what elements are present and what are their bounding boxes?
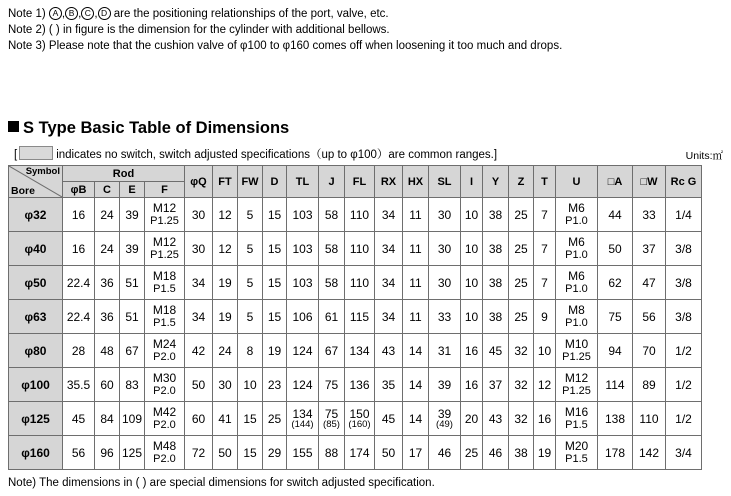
cell-□W: 70 bbox=[633, 334, 666, 368]
cell-RX: 43 bbox=[375, 334, 403, 368]
cell-line-2: P1.25 bbox=[562, 384, 591, 397]
symbol-label: Symbol bbox=[25, 166, 60, 177]
cell-E: 67 bbox=[120, 334, 145, 368]
gray-swatch-icon bbox=[19, 146, 53, 160]
cell-Z: 32 bbox=[509, 334, 534, 368]
dimensions-table bbox=[8, 165, 702, 470]
cell-line-1: M10 bbox=[564, 336, 589, 351]
cell-J: 58 bbox=[319, 198, 345, 232]
cell-I: 20 bbox=[461, 402, 483, 436]
cell-HX: 14 bbox=[403, 368, 429, 402]
cell-line-1: M6 bbox=[568, 234, 585, 249]
cell-Rc G: 3/8 bbox=[666, 266, 702, 300]
cell-T: 16 bbox=[534, 402, 556, 436]
cell-U bbox=[556, 334, 598, 368]
cell-line-2: P2.0 bbox=[153, 350, 176, 363]
corner-header bbox=[9, 166, 63, 198]
cell-φB: 16 bbox=[63, 232, 95, 266]
cell-FL bbox=[345, 402, 375, 436]
cell-HX: 14 bbox=[403, 402, 429, 436]
cell-RX: 50 bbox=[375, 436, 403, 470]
cell-FT: 19 bbox=[213, 300, 238, 334]
cell-TL: 103 bbox=[287, 198, 319, 232]
cell-Y: 38 bbox=[483, 232, 509, 266]
cell-FW: 15 bbox=[238, 402, 263, 436]
cell-□A: 94 bbox=[598, 334, 633, 368]
cell-line-2: P1.0 bbox=[565, 316, 588, 329]
cell-TL bbox=[287, 402, 319, 436]
cell-F bbox=[145, 334, 185, 368]
cell-φB: 35.5 bbox=[63, 368, 95, 402]
table-row bbox=[9, 334, 702, 368]
cell-Z: 25 bbox=[509, 266, 534, 300]
cell-line-1: M8 bbox=[568, 302, 585, 317]
cell-J: 67 bbox=[319, 334, 345, 368]
table-row bbox=[9, 266, 702, 300]
cell-J bbox=[319, 402, 345, 436]
cell-line-2: P1.5 bbox=[153, 316, 176, 329]
cell-□W: 56 bbox=[633, 300, 666, 334]
row-header-bore: φ160 bbox=[9, 436, 63, 470]
cell-FL: 110 bbox=[345, 232, 375, 266]
section-title bbox=[8, 119, 289, 138]
cell-FL: 110 bbox=[345, 266, 375, 300]
table-row bbox=[9, 436, 702, 470]
cell-TL: 155 bbox=[287, 436, 319, 470]
square-bullet-icon bbox=[8, 121, 19, 132]
cell-U bbox=[556, 198, 598, 232]
cell-Z: 25 bbox=[509, 198, 534, 232]
col-header-phiQ: φQ bbox=[185, 166, 213, 198]
cell-φQ: 34 bbox=[185, 266, 213, 300]
cell-J: 58 bbox=[319, 232, 345, 266]
cell-HX: 11 bbox=[403, 232, 429, 266]
cell-line-1: M12 bbox=[152, 234, 177, 249]
cell-line-1: M20 bbox=[564, 438, 589, 453]
table-header-row-1 bbox=[9, 166, 702, 182]
cell-Y: 46 bbox=[483, 436, 509, 470]
col-header-FT: FT bbox=[213, 166, 238, 198]
cell-□A: 44 bbox=[598, 198, 633, 232]
cell-φB: 22.4 bbox=[63, 300, 95, 334]
cell-line-1: M42 bbox=[152, 404, 177, 419]
note-3: Note 3) Please note that the cushion valve of φ100 to φ160 comes off when loosening it too much and drops. bbox=[8, 40, 563, 52]
cell-line-2: P2.0 bbox=[153, 384, 176, 397]
cell-RX: 34 bbox=[375, 232, 403, 266]
section-title-text: S Type Basic Table of Dimensions bbox=[23, 119, 290, 137]
cell-TL: 106 bbox=[287, 300, 319, 334]
cell-φQ: 30 bbox=[185, 198, 213, 232]
cell-line-1: M6 bbox=[568, 200, 585, 215]
cell-Rc G: 3/4 bbox=[666, 436, 702, 470]
cell-line-1: M12 bbox=[152, 200, 177, 215]
cell-I: 10 bbox=[461, 266, 483, 300]
cell-U bbox=[556, 436, 598, 470]
cell-FW: 8 bbox=[238, 334, 263, 368]
cell-FL: 136 bbox=[345, 368, 375, 402]
table-row bbox=[9, 232, 702, 266]
cell-φQ: 50 bbox=[185, 368, 213, 402]
col-header-FL: FL bbox=[345, 166, 375, 198]
cell-F bbox=[145, 300, 185, 334]
cell-φB: 45 bbox=[63, 402, 95, 436]
cell-line-2: P1.0 bbox=[565, 214, 588, 227]
cell-FL: 115 bbox=[345, 300, 375, 334]
cell-□A: 75 bbox=[598, 300, 633, 334]
cell-FW: 5 bbox=[238, 198, 263, 232]
col-header-RcG: Rc G bbox=[666, 166, 702, 198]
cell-U bbox=[556, 300, 598, 334]
cell-FT: 50 bbox=[213, 436, 238, 470]
cell-T: 7 bbox=[534, 198, 556, 232]
cell-line-1: M24 bbox=[152, 336, 177, 351]
cell-SL: 46 bbox=[429, 436, 461, 470]
cell-line-2: P1.25 bbox=[150, 214, 179, 227]
cell-U bbox=[556, 402, 598, 436]
col-header-U: U bbox=[556, 166, 598, 198]
cell-φB: 56 bbox=[63, 436, 95, 470]
cell-□A: 178 bbox=[598, 436, 633, 470]
cell-D: 15 bbox=[263, 198, 287, 232]
col-header-SL: SL bbox=[429, 166, 461, 198]
cell-Z: 25 bbox=[509, 232, 534, 266]
cell-TL: 124 bbox=[287, 368, 319, 402]
cell-FL: 134 bbox=[345, 334, 375, 368]
cell-Rc G: 3/8 bbox=[666, 232, 702, 266]
cell-FT: 19 bbox=[213, 266, 238, 300]
cell-line-1: M16 bbox=[564, 404, 589, 419]
section-subnote bbox=[14, 146, 497, 162]
col-header-FW: FW bbox=[238, 166, 263, 198]
cell-line-2: P1.0 bbox=[565, 282, 588, 295]
cell-□W: 110 bbox=[633, 402, 666, 436]
cell-value-paren: (85) bbox=[323, 418, 340, 430]
cell-line-2: P2.0 bbox=[153, 418, 176, 431]
units-label: Units:㎡ bbox=[685, 150, 723, 162]
cell-HX: 17 bbox=[403, 436, 429, 470]
cell-F bbox=[145, 198, 185, 232]
cell-line-1: M48 bbox=[152, 438, 177, 453]
cell-FT: 12 bbox=[213, 232, 238, 266]
cell-Rc G: 1/2 bbox=[666, 334, 702, 368]
cell-I: 25 bbox=[461, 436, 483, 470]
cell-J: 75 bbox=[319, 368, 345, 402]
bore-label: Bore bbox=[11, 185, 35, 197]
col-header-F: F bbox=[145, 182, 185, 198]
cell-value-paren: (144) bbox=[291, 418, 314, 430]
col-header-TL: TL bbox=[287, 166, 319, 198]
col-header-Z: Z bbox=[509, 166, 534, 198]
cell-φQ: 60 bbox=[185, 402, 213, 436]
col-header-I: I bbox=[461, 166, 483, 198]
cell-SL: 39 bbox=[429, 368, 461, 402]
cell-T: 7 bbox=[534, 232, 556, 266]
col-header-D: D bbox=[263, 166, 287, 198]
cell-J: 58 bbox=[319, 266, 345, 300]
col-header-Y: Y bbox=[483, 166, 509, 198]
cell-HX: 11 bbox=[403, 300, 429, 334]
cell-D: 29 bbox=[263, 436, 287, 470]
note-1-suffix: are the positioning relationships of the port, valve, etc. bbox=[110, 8, 389, 20]
cell-E: 51 bbox=[120, 266, 145, 300]
cell-I: 16 bbox=[461, 368, 483, 402]
cell-C: 24 bbox=[95, 232, 120, 266]
cell-line-1: M12 bbox=[564, 370, 589, 385]
cell-I: 10 bbox=[461, 198, 483, 232]
cell-RX: 34 bbox=[375, 198, 403, 232]
table-body bbox=[9, 198, 702, 470]
cell-line-2: P1.0 bbox=[565, 248, 588, 261]
cell-SL: 30 bbox=[429, 232, 461, 266]
note-1-prefix: Note 1) bbox=[8, 8, 49, 20]
cell-SL: 33 bbox=[429, 300, 461, 334]
cell-C: 84 bbox=[95, 402, 120, 436]
col-header-HX: HX bbox=[403, 166, 429, 198]
cell-E: 125 bbox=[120, 436, 145, 470]
circle-b-icon: B bbox=[65, 7, 78, 20]
cell-Rc G: 1/4 bbox=[666, 198, 702, 232]
cell-FT: 12 bbox=[213, 198, 238, 232]
cell-T: 7 bbox=[534, 266, 556, 300]
col-header-J: J bbox=[319, 166, 345, 198]
cell-Z: 32 bbox=[509, 402, 534, 436]
cell-RX: 34 bbox=[375, 300, 403, 334]
cell-I: 10 bbox=[461, 232, 483, 266]
cell-U bbox=[556, 232, 598, 266]
table-row bbox=[9, 300, 702, 334]
cell-E: 109 bbox=[120, 402, 145, 436]
cell-FW: 5 bbox=[238, 300, 263, 334]
cell-Z: 38 bbox=[509, 436, 534, 470]
cell-D: 15 bbox=[263, 266, 287, 300]
cell-TL: 124 bbox=[287, 334, 319, 368]
cell-value: 39 bbox=[437, 406, 452, 421]
cell-value-paren: (160) bbox=[348, 418, 371, 430]
cell-FW: 10 bbox=[238, 368, 263, 402]
cell-HX: 14 bbox=[403, 334, 429, 368]
cell-C: 96 bbox=[95, 436, 120, 470]
cell-RX: 35 bbox=[375, 368, 403, 402]
cell-F bbox=[145, 436, 185, 470]
note-2: Note 2) ( ) in figure is the dimension for the cylinder with additional bellows. bbox=[8, 24, 390, 36]
cell-line-2: P1.5 bbox=[153, 282, 176, 295]
circle-c-icon: C bbox=[81, 7, 94, 20]
cell-value: 134 bbox=[292, 406, 313, 421]
row-header-bore: φ100 bbox=[9, 368, 63, 402]
cell-E: 51 bbox=[120, 300, 145, 334]
cell-C: 36 bbox=[95, 266, 120, 300]
cell-SL bbox=[429, 402, 461, 436]
table-row bbox=[9, 368, 702, 402]
cell-□A: 50 bbox=[598, 232, 633, 266]
cell-line-2: P1.5 bbox=[565, 418, 588, 431]
cell-line-1: M30 bbox=[152, 370, 177, 385]
cell-T: 10 bbox=[534, 334, 556, 368]
cell-F bbox=[145, 266, 185, 300]
cell-HX: 11 bbox=[403, 266, 429, 300]
notes-block bbox=[8, 6, 562, 54]
table-row bbox=[9, 198, 702, 232]
cell-F bbox=[145, 402, 185, 436]
cell-D: 15 bbox=[263, 300, 287, 334]
cell-φB: 28 bbox=[63, 334, 95, 368]
cell-□W: 33 bbox=[633, 198, 666, 232]
note-1: Note 1) A , B , C , D are the positioning relationships of the port, valve, etc. bbox=[8, 8, 389, 20]
cell-Rc G: 3/8 bbox=[666, 300, 702, 334]
col-header-T: T bbox=[534, 166, 556, 198]
cell-value: 150 bbox=[349, 406, 370, 421]
cell-FT: 41 bbox=[213, 402, 238, 436]
cell-value-paren: (49) bbox=[436, 418, 453, 430]
cell-Y: 38 bbox=[483, 198, 509, 232]
cell-D: 19 bbox=[263, 334, 287, 368]
cell-HX: 11 bbox=[403, 198, 429, 232]
cell-U bbox=[556, 266, 598, 300]
row-header-bore: φ125 bbox=[9, 402, 63, 436]
cell-□A: 138 bbox=[598, 402, 633, 436]
cell-□W: 37 bbox=[633, 232, 666, 266]
cell-Z: 32 bbox=[509, 368, 534, 402]
circle-a-icon: A bbox=[49, 7, 62, 20]
cell-□W: 142 bbox=[633, 436, 666, 470]
col-header-boxW: □W bbox=[633, 166, 666, 198]
cell-SL: 30 bbox=[429, 266, 461, 300]
cell-C: 48 bbox=[95, 334, 120, 368]
cell-SL: 31 bbox=[429, 334, 461, 368]
cell-value: 75 bbox=[324, 406, 339, 421]
cell-line-2: P1.25 bbox=[150, 248, 179, 261]
cell-C: 60 bbox=[95, 368, 120, 402]
cell-□A: 62 bbox=[598, 266, 633, 300]
cell-FT: 30 bbox=[213, 368, 238, 402]
cell-D: 15 bbox=[263, 232, 287, 266]
table-row bbox=[9, 402, 702, 436]
cell-D: 23 bbox=[263, 368, 287, 402]
cell-φQ: 30 bbox=[185, 232, 213, 266]
cell-φQ: 34 bbox=[185, 300, 213, 334]
group-header-rod: Rod bbox=[63, 166, 185, 182]
cell-F bbox=[145, 232, 185, 266]
cell-FT: 24 bbox=[213, 334, 238, 368]
cell-J: 88 bbox=[319, 436, 345, 470]
col-header-boxA: □A bbox=[598, 166, 633, 198]
cell-TL: 103 bbox=[287, 266, 319, 300]
circle-d-icon: D bbox=[98, 7, 111, 20]
cell-I: 10 bbox=[461, 300, 483, 334]
cell-T: 9 bbox=[534, 300, 556, 334]
cell-FW: 15 bbox=[238, 436, 263, 470]
cell-Rc G: 1/2 bbox=[666, 368, 702, 402]
cell-Y: 38 bbox=[483, 266, 509, 300]
cell-φB: 22.4 bbox=[63, 266, 95, 300]
cell-φQ: 72 bbox=[185, 436, 213, 470]
cell-□W: 89 bbox=[633, 368, 666, 402]
subnote-text: indicates no switch, switch adjusted specifications（up to φ100）are common ranges.] bbox=[56, 149, 498, 161]
cell-Y: 43 bbox=[483, 402, 509, 436]
cell-FW: 5 bbox=[238, 266, 263, 300]
row-header-bore: φ63 bbox=[9, 300, 63, 334]
cell-Y: 45 bbox=[483, 334, 509, 368]
cell-F bbox=[145, 368, 185, 402]
cell-U bbox=[556, 368, 598, 402]
cell-line-1: M18 bbox=[152, 302, 177, 317]
cell-□W: 47 bbox=[633, 266, 666, 300]
cell-line-1: M6 bbox=[568, 268, 585, 283]
row-header-bore: φ40 bbox=[9, 232, 63, 266]
col-header-RX: RX bbox=[375, 166, 403, 198]
cell-line-2: P1.25 bbox=[562, 350, 591, 363]
cell-RX: 34 bbox=[375, 266, 403, 300]
cell-E: 83 bbox=[120, 368, 145, 402]
cell-D: 25 bbox=[263, 402, 287, 436]
cell-E: 39 bbox=[120, 232, 145, 266]
table-footnote: Note) The dimensions in ( ) are special dimensions for switch adjusted specification. bbox=[8, 477, 435, 489]
cell-FL: 110 bbox=[345, 198, 375, 232]
cell-Rc G: 1/2 bbox=[666, 402, 702, 436]
cell-T: 12 bbox=[534, 368, 556, 402]
cell-T: 19 bbox=[534, 436, 556, 470]
cell-SL: 30 bbox=[429, 198, 461, 232]
cell-line-2: P2.0 bbox=[153, 452, 176, 465]
subnote-open-bracket: [ bbox=[14, 149, 18, 161]
cell-□A: 114 bbox=[598, 368, 633, 402]
cell-φQ: 42 bbox=[185, 334, 213, 368]
cell-C: 24 bbox=[95, 198, 120, 232]
cell-C: 36 bbox=[95, 300, 120, 334]
cell-Z: 25 bbox=[509, 300, 534, 334]
cell-Y: 37 bbox=[483, 368, 509, 402]
cell-E: 39 bbox=[120, 198, 145, 232]
col-header-E: E bbox=[120, 182, 145, 198]
cell-TL: 103 bbox=[287, 232, 319, 266]
cell-FL: 174 bbox=[345, 436, 375, 470]
row-header-bore: φ32 bbox=[9, 198, 63, 232]
cell-line-2: P1.5 bbox=[565, 452, 588, 465]
col-header-C: C bbox=[95, 182, 120, 198]
cell-I: 16 bbox=[461, 334, 483, 368]
cell-line-1: M18 bbox=[152, 268, 177, 283]
cell-RX: 45 bbox=[375, 402, 403, 436]
cell-J: 61 bbox=[319, 300, 345, 334]
cell-FW: 5 bbox=[238, 232, 263, 266]
col-header-phiB: φB bbox=[63, 182, 95, 198]
row-header-bore: φ50 bbox=[9, 266, 63, 300]
cell-Y: 38 bbox=[483, 300, 509, 334]
cell-φB: 16 bbox=[63, 198, 95, 232]
row-header-bore: φ80 bbox=[9, 334, 63, 368]
